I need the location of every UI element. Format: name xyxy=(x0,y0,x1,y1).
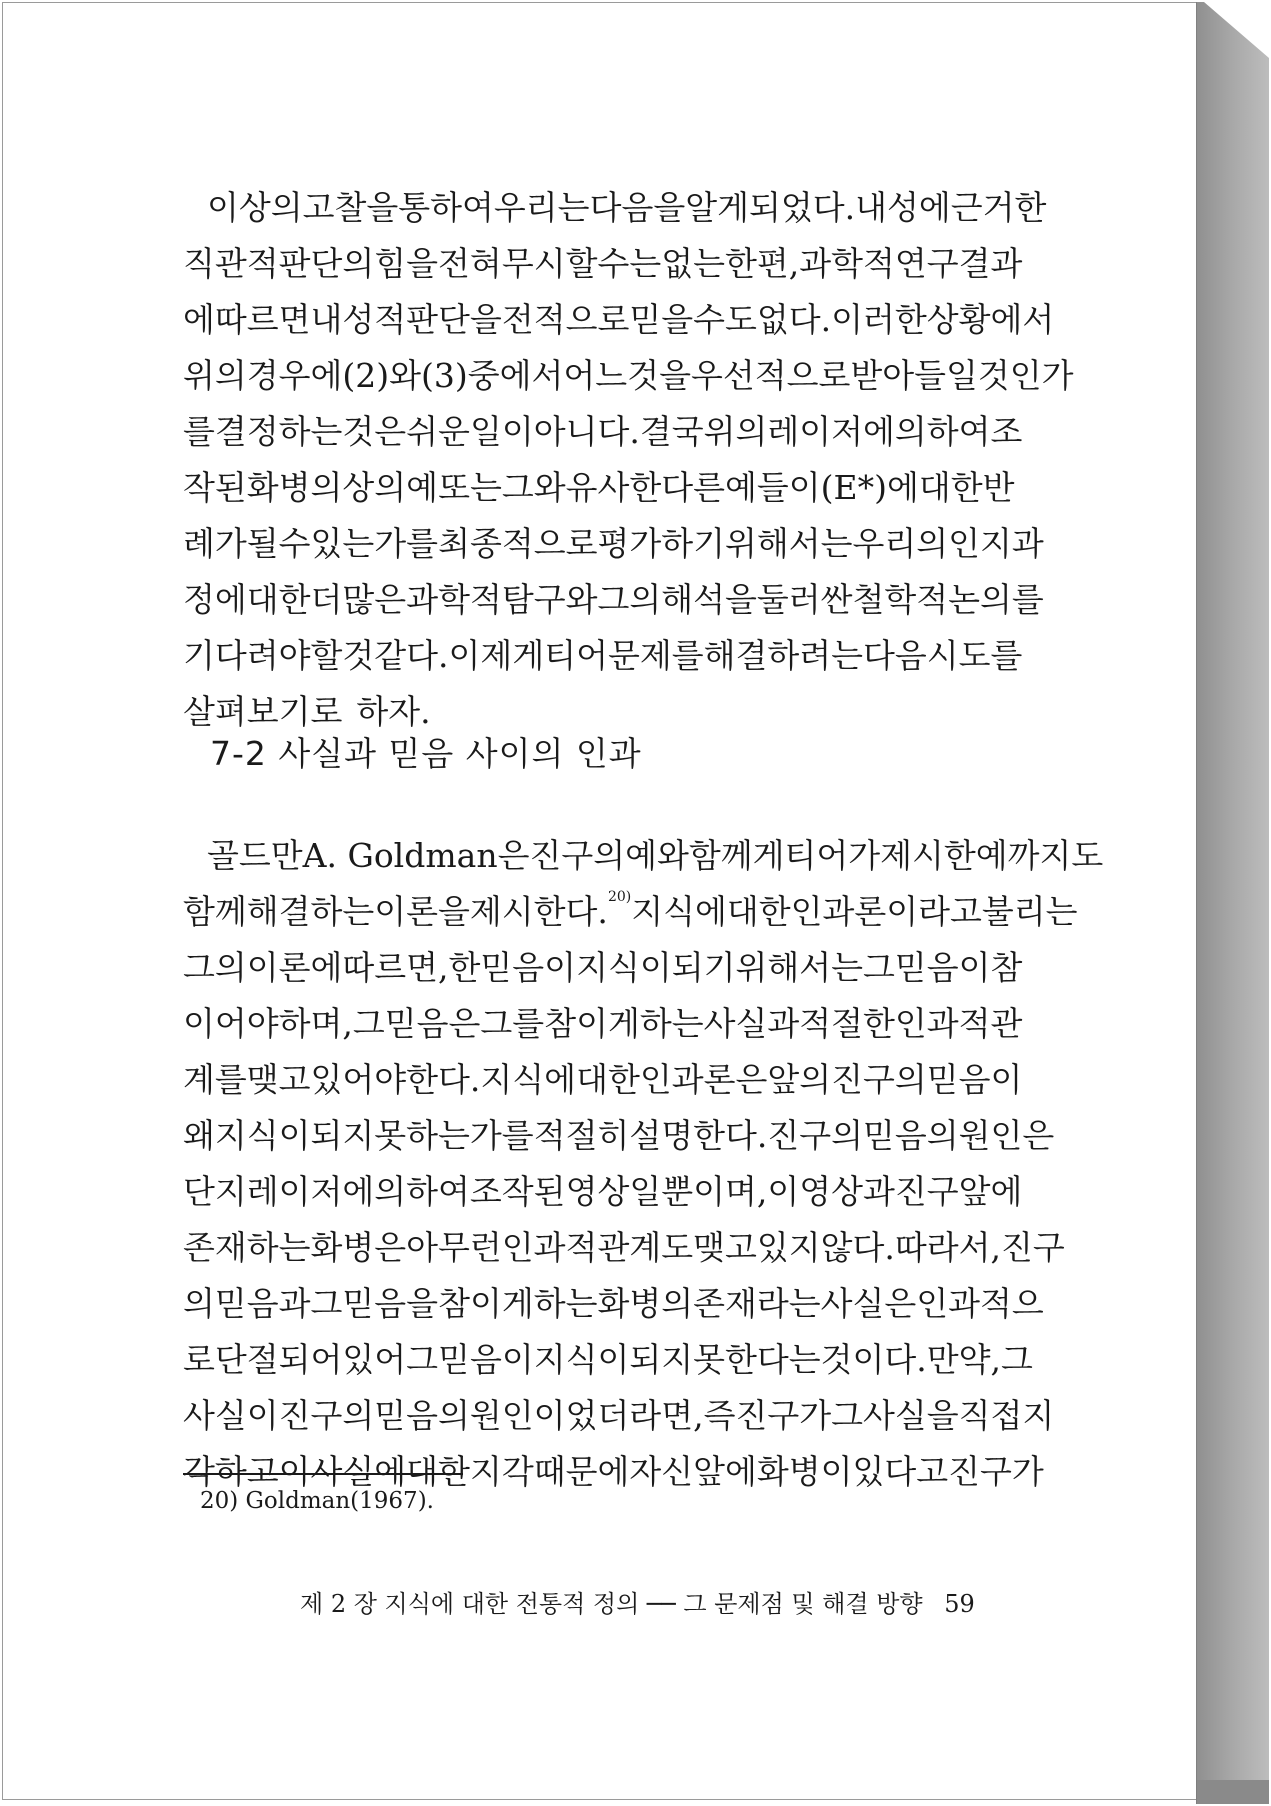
word: 그의 xyxy=(597,580,662,619)
word: 지식이 xyxy=(533,1340,630,1379)
word: 다음 xyxy=(862,636,927,675)
word: 믿음의 xyxy=(862,1116,959,1155)
word: 일이 xyxy=(469,412,534,451)
word: 다른 xyxy=(661,468,725,507)
word: 예들이 xyxy=(725,468,821,507)
word: 의하여 xyxy=(374,1172,470,1211)
word: 상의 xyxy=(342,468,407,507)
word: 되기 xyxy=(671,948,736,987)
word: 자신 xyxy=(629,1452,694,1491)
text-line xyxy=(183,996,1023,1052)
word: 위의 xyxy=(703,412,768,451)
word: 관계도 xyxy=(597,1228,694,1267)
word: 그 xyxy=(406,1340,439,1379)
footnote-text: 20) Goldman(1967). xyxy=(200,1488,434,1514)
text-line xyxy=(183,292,1055,348)
word: 진구 xyxy=(1000,1228,1065,1267)
word: 사실이 xyxy=(183,1396,279,1435)
word: 예까지도 xyxy=(975,836,1104,875)
word: 하자. xyxy=(356,692,431,731)
word: 영상과 xyxy=(799,1172,895,1211)
word: 힘을 xyxy=(374,244,439,283)
word: 정에 xyxy=(183,580,247,619)
word: 한다. xyxy=(406,1060,481,1099)
word: 해결하려는 xyxy=(703,636,863,675)
paragraph-1 xyxy=(183,180,1074,740)
word: 못하는가를 xyxy=(374,1116,534,1155)
word: 앞에 xyxy=(693,1452,757,1491)
word: 어느 xyxy=(563,356,628,395)
word: 레이저에 xyxy=(246,1172,375,1211)
word: 믿을 xyxy=(629,300,694,339)
word: 맺고 xyxy=(246,1060,311,1099)
word: 인과적 xyxy=(894,1004,991,1043)
text-line xyxy=(183,236,1023,292)
word: 수는 xyxy=(597,244,662,283)
text-line xyxy=(183,404,1023,460)
word: 사실은 xyxy=(820,1284,917,1323)
word: 그를 xyxy=(480,1004,545,1043)
word: 게티어가 xyxy=(752,836,881,875)
word: 것을 xyxy=(627,356,691,395)
word: 만약, xyxy=(926,1340,1001,1379)
word: 인과적 xyxy=(501,1228,598,1267)
word: 위의 xyxy=(183,356,247,395)
word: 인과론이라고 xyxy=(790,892,982,931)
word: 의 xyxy=(183,1284,215,1323)
text-line xyxy=(183,884,1078,940)
text-line xyxy=(183,1276,1044,1332)
word: 믿음과 xyxy=(214,1284,311,1323)
word: 하는 xyxy=(533,1284,598,1323)
word: 왜 xyxy=(183,1116,215,1155)
word: 참이게 xyxy=(544,1004,640,1043)
word: 제시한다. xyxy=(469,892,608,931)
word: 사실을 xyxy=(862,1396,959,1435)
word: 있다고 xyxy=(852,1452,949,1491)
word: 중에서 xyxy=(467,356,564,395)
word: 이론을 xyxy=(374,892,470,931)
word: 평가하기 xyxy=(597,524,725,563)
word: 불리는 xyxy=(981,892,1078,931)
word: 지식에 xyxy=(480,1060,577,1099)
word: 맺고 xyxy=(693,1228,757,1267)
word: 것은 xyxy=(342,412,407,451)
word: 많은 xyxy=(342,580,407,619)
word: 의하여 xyxy=(894,412,991,451)
word: 따르면, xyxy=(342,948,449,987)
word: 논의를 xyxy=(948,580,1044,619)
text-line xyxy=(183,828,1104,884)
page-number: 59 xyxy=(944,1590,975,1618)
word: 받아들일 xyxy=(850,356,978,395)
word: 우리의 xyxy=(852,524,949,563)
word: 이론에 xyxy=(246,948,343,987)
word: 결국 xyxy=(639,412,704,451)
word: 해결하는 xyxy=(246,892,375,931)
word: 적절한 xyxy=(799,1004,895,1043)
word: 존재라는 xyxy=(693,1284,821,1323)
word: 반 xyxy=(982,468,1015,507)
word: 없는 xyxy=(661,244,725,283)
word: 우리는 xyxy=(493,188,590,227)
text-line xyxy=(183,180,1047,236)
word: 사실과 xyxy=(703,1004,800,1043)
text-line xyxy=(183,572,1044,628)
word: 내성에 xyxy=(855,188,951,227)
word: 고찰을 xyxy=(302,188,399,227)
word: 더 xyxy=(310,580,343,619)
word: 조작된 xyxy=(469,1172,566,1211)
word: 이상의 xyxy=(207,188,303,227)
running-footer xyxy=(300,1584,975,1619)
word: 대한 xyxy=(246,580,311,619)
word: 앞의 xyxy=(767,1060,832,1099)
word: 를 xyxy=(183,412,215,451)
word: 인과론은 xyxy=(639,1060,768,1099)
word: 인지 xyxy=(948,524,1012,563)
word: 과학적 xyxy=(406,580,502,619)
word: 기다려야 xyxy=(183,636,311,675)
word: 결정하는 xyxy=(214,412,343,451)
word: 제시한 xyxy=(880,836,976,875)
word: 함께 xyxy=(688,836,753,875)
word: (E*)에 xyxy=(820,468,919,507)
word: 이 xyxy=(278,1452,311,1491)
word: 문제를 xyxy=(607,636,704,675)
word: 되지 xyxy=(629,1340,694,1379)
word: 전혀 xyxy=(438,244,502,283)
text-line xyxy=(183,940,1023,996)
word: 지식이 xyxy=(214,1116,311,1155)
word: 원인은 xyxy=(958,1116,1055,1155)
text-line xyxy=(183,1052,1023,1108)
word: 진구가 xyxy=(948,1452,1044,1491)
word: 단절되어 xyxy=(214,1340,343,1379)
word: 지 xyxy=(1022,1396,1055,1435)
text-line xyxy=(183,516,1044,572)
word: 한편, xyxy=(724,244,800,283)
word: 진구의 xyxy=(831,1060,927,1099)
text-line xyxy=(183,348,1074,404)
word: 각하고 xyxy=(183,1452,279,1491)
word: 쉬운 xyxy=(406,412,470,451)
word: 에 xyxy=(183,300,215,339)
text-line xyxy=(183,1220,1065,1276)
text-line xyxy=(183,1108,1055,1164)
footnote-marker: 20) xyxy=(607,889,632,905)
word-with-note xyxy=(470,884,631,940)
word: 진구의 xyxy=(767,1116,863,1155)
word: 그 xyxy=(352,1004,385,1043)
word: A. Goldman은 xyxy=(302,836,530,875)
word: 통하여 xyxy=(398,188,494,227)
word: 같다. xyxy=(374,636,449,675)
word: 믿음은 xyxy=(384,1004,481,1043)
word: 과학적 xyxy=(799,244,895,283)
word: 영상일 xyxy=(565,1172,662,1211)
text-line xyxy=(183,460,1015,516)
word: 참 xyxy=(990,948,1023,987)
word: 때문에 xyxy=(533,1452,630,1491)
word: 수 xyxy=(278,524,311,563)
word: 례가 xyxy=(183,524,247,563)
word: 이 xyxy=(767,1172,800,1211)
word: 위해서는 xyxy=(735,948,863,987)
word: 되지 xyxy=(310,1116,375,1155)
text-line xyxy=(183,628,1023,684)
word: 게티어 xyxy=(512,636,608,675)
word: 될 xyxy=(246,524,279,563)
word: 있어 xyxy=(342,1340,407,1379)
word: 할 xyxy=(310,636,343,675)
word: 그 xyxy=(831,1396,863,1435)
chapter-title: 제 2 장 지식에 대한 전통적 정의 ── 그 문제점 및 해결 방향 xyxy=(300,1590,923,1618)
word: 조 xyxy=(990,412,1023,451)
word: 대한 xyxy=(576,1060,640,1099)
word: (3) xyxy=(421,356,468,395)
word: 믿음이 xyxy=(894,948,991,987)
word: 것인가 xyxy=(977,356,1074,395)
word: 계를 xyxy=(183,1060,247,1099)
word: 판단의 xyxy=(278,244,375,283)
word: 위해서는 xyxy=(724,524,853,563)
word: 대한 xyxy=(406,1452,470,1491)
word: 경우에 xyxy=(246,356,343,395)
word: 수도 xyxy=(693,300,757,339)
word: 믿음을 xyxy=(342,1284,439,1323)
word: 있는가를 xyxy=(310,524,439,563)
word: 적절히 xyxy=(533,1116,630,1155)
word: 근거한 xyxy=(950,188,1047,227)
word: 따르면 xyxy=(214,300,311,339)
word: 믿음이 xyxy=(926,1060,1023,1099)
word: 믿음의 xyxy=(374,1396,470,1435)
word: 진구의 xyxy=(278,1396,375,1435)
word: 대한 xyxy=(726,892,791,931)
word: 못한다는 xyxy=(693,1340,821,1379)
word: 것이다. xyxy=(820,1340,927,1379)
word: 단지 xyxy=(183,1172,247,1211)
word: 원인이었더라면, xyxy=(469,1396,704,1435)
word: 지식에 xyxy=(631,892,727,931)
word: 전적으로 xyxy=(501,300,630,339)
word: 예 xyxy=(406,468,439,507)
word: 않다. xyxy=(820,1228,895,1267)
word: 레이저에 xyxy=(767,412,895,451)
word: 화병은 xyxy=(310,1228,407,1267)
word: 되었다. xyxy=(748,188,856,227)
word: 있어야 xyxy=(310,1060,407,1099)
word: 둘러싼 xyxy=(756,580,853,619)
word: 그 xyxy=(862,948,895,987)
word: 한 xyxy=(448,948,481,987)
word: 없다. xyxy=(756,300,832,339)
word: 우선적으로 xyxy=(690,356,851,395)
word: 과 xyxy=(1011,524,1044,563)
word: 진구가 xyxy=(735,1396,832,1435)
word: 있지 xyxy=(756,1228,821,1267)
word: 이제 xyxy=(448,636,513,675)
word: 존재하는 xyxy=(183,1228,311,1267)
word: 진구 xyxy=(894,1172,959,1211)
text-line xyxy=(183,1164,1023,1220)
word: (2)와 xyxy=(342,356,422,395)
word: 무시할 xyxy=(501,244,598,283)
word: 그와 xyxy=(501,468,566,507)
word: 연구 xyxy=(894,244,959,283)
word: 아니다. xyxy=(533,412,640,451)
word: 참이게 xyxy=(438,1284,534,1323)
word: 알게 xyxy=(685,188,749,227)
word: 뿐이며, xyxy=(661,1172,768,1211)
word: 설명한다. xyxy=(629,1116,768,1155)
word: 지각 xyxy=(469,1452,534,1491)
word: 로 xyxy=(183,1340,215,1379)
word: 시도를 xyxy=(926,636,1023,675)
word: 지식이 xyxy=(576,948,672,987)
word: 앞에 xyxy=(958,1172,1023,1211)
word: 예와 xyxy=(625,836,689,875)
word: 믿음이 xyxy=(480,948,577,987)
text-line xyxy=(183,1388,1055,1444)
word: 내성적 xyxy=(310,300,407,339)
word: 이어야 xyxy=(183,1004,279,1043)
word: 화병이 xyxy=(756,1452,853,1491)
word: 작된 xyxy=(183,468,247,507)
word: 것 xyxy=(342,636,375,675)
word: 결과 xyxy=(958,244,1023,283)
word: 다음을 xyxy=(589,188,686,227)
word: 대한 xyxy=(918,468,983,507)
word: 함께 xyxy=(183,892,247,931)
word: 유사한 xyxy=(565,468,662,507)
word: 또는 xyxy=(438,468,502,507)
section-heading: 7-2 사실과 믿음 사이의 인과 xyxy=(210,734,642,773)
word: 탐구와 xyxy=(501,580,598,619)
word: 따라서, xyxy=(894,1228,1001,1267)
word: 믿음이 xyxy=(438,1340,534,1379)
word: 살펴보기로 xyxy=(183,692,343,731)
word: 철학적 xyxy=(852,580,949,619)
word: 하며, xyxy=(278,1004,353,1043)
word: 화병의 xyxy=(246,468,343,507)
text-line xyxy=(183,1332,1033,1388)
word: 직접 xyxy=(958,1396,1023,1435)
word: 최종적으로 xyxy=(438,524,598,563)
word: 관 xyxy=(990,1004,1023,1043)
word: 해석을 xyxy=(661,580,757,619)
footnote-rule xyxy=(183,1473,463,1475)
word: 이러한 xyxy=(831,300,927,339)
word: 그의 xyxy=(183,948,247,987)
word: 그 xyxy=(1001,1340,1033,1379)
word: 직관적 xyxy=(183,244,279,283)
word: 화병의 xyxy=(597,1284,694,1323)
word: 판단을 xyxy=(406,300,502,339)
word: 즉 xyxy=(703,1396,736,1435)
word: 사실에 xyxy=(310,1452,407,1491)
word: 진구의 xyxy=(529,836,626,875)
book-page-edge xyxy=(1196,0,1271,1806)
word: 아무런 xyxy=(406,1228,502,1267)
word: 상황에서 xyxy=(926,300,1055,339)
word: 골드만 xyxy=(207,836,303,875)
paragraph-2 xyxy=(183,828,1104,1500)
word: 하는 xyxy=(639,1004,704,1043)
word: 인과적으 xyxy=(916,1284,1044,1323)
word: 그 xyxy=(310,1284,343,1323)
